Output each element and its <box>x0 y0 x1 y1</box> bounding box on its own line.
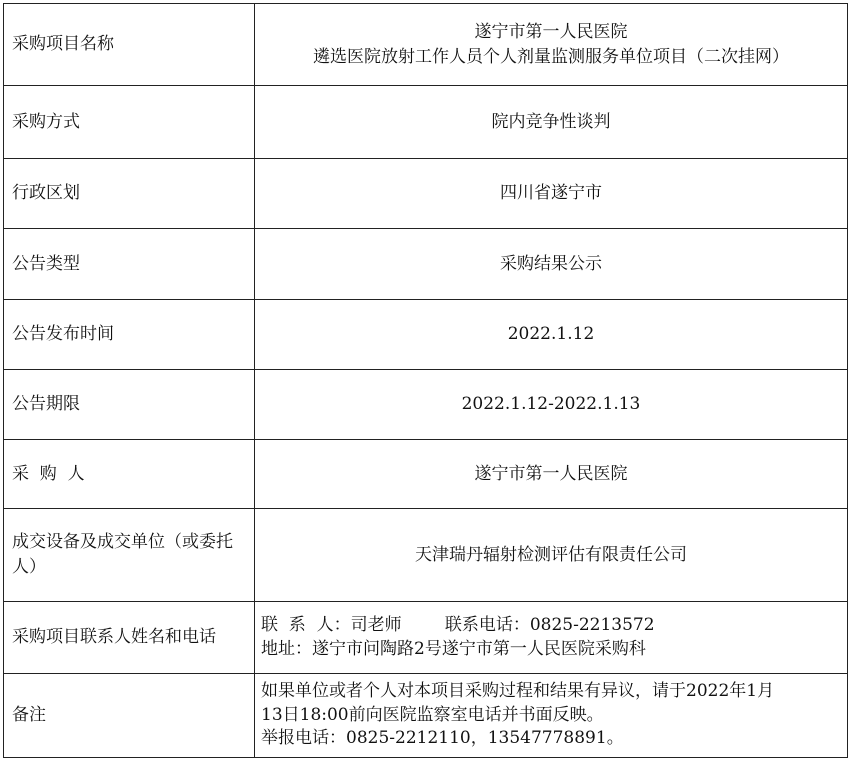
winning-supplier-value: 天津瑞丹辐射检测评估有限责任公司 <box>255 509 848 602</box>
table-row <box>4 300 848 370</box>
procurement-result-table <box>3 3 848 758</box>
row-label-notice-type: 公告类型 <box>4 229 255 300</box>
remarks-value <box>255 674 848 758</box>
contact-person-line: 联 系 人：司老师 联系电话：0825-2213572 <box>261 614 655 635</box>
row-label-contact: 采购项目联系人姓名和电话 <box>4 602 255 674</box>
row-label-publish-time: 公告发布时间 <box>4 300 255 370</box>
remarks-line-1: 如果单位或者个人对本项目采购过程和结果有异议，请于2022年1月 <box>261 680 775 701</box>
notice-type-value: 采购结果公示 <box>255 229 848 300</box>
table-row <box>4 440 848 509</box>
notice-period-value: 2022.1.12-2022.1.13 <box>255 370 848 440</box>
row-label-notice-period: 公告期限 <box>4 370 255 440</box>
table-row <box>4 4 848 86</box>
remarks-line-3: 举报电话：0825-2212110，13547778891。 <box>261 728 624 749</box>
row-label-project-name: 采购项目名称 <box>4 4 255 86</box>
table-row <box>4 229 848 300</box>
row-label-remarks: 备注 <box>4 674 255 758</box>
table-row <box>4 602 848 674</box>
contact-value <box>255 602 848 674</box>
project-name-line-2: 遴选医院放射工作人员个人剂量监测服务单位项目（二次挂网） <box>313 46 789 67</box>
row-label-procurement-method: 采购方式 <box>4 86 255 159</box>
row-label-winning-supplier: 成交设备及成交单位（或委托人） <box>4 509 255 602</box>
remarks-line-2: 13日18:00前向医院监察室电话并书面反映。 <box>261 704 604 725</box>
row-label-purchaser: 采 购 人 <box>4 440 255 509</box>
table-row <box>4 86 848 159</box>
contact-address-line: 地址：遂宁市问陶路2号遂宁市第一人民医院采购科 <box>261 638 646 659</box>
region-value: 四川省遂宁市 <box>255 159 848 229</box>
procurement-method-value: 院内竞争性谈判 <box>255 86 848 159</box>
table-row <box>4 370 848 440</box>
publish-time-value: 2022.1.12 <box>255 300 848 370</box>
table-row <box>4 674 848 758</box>
table-row <box>4 159 848 229</box>
row-label-region: 行政区划 <box>4 159 255 229</box>
table-row <box>4 509 848 602</box>
purchaser-value: 遂宁市第一人民医院 <box>255 440 848 509</box>
project-name-line-1: 遂宁市第一人民医院 <box>474 21 628 42</box>
project-name-value <box>255 4 848 86</box>
